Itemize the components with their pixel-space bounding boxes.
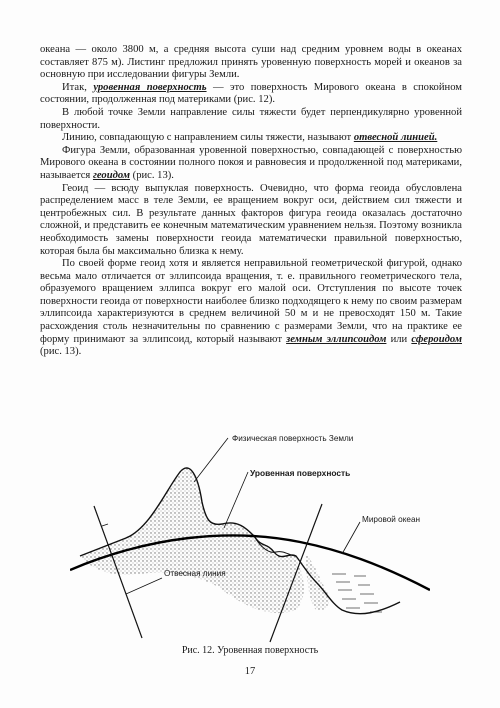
label-world-ocean: Мировой океан — [362, 515, 421, 524]
paragraph-3 — [40, 107, 462, 132]
plumb-line-left-tick — [102, 524, 108, 526]
paragraph-7-text-mid: или — [386, 333, 412, 345]
term-spheroid: сфероидом — [411, 333, 462, 345]
paragraph-7-text-b: (рис. 13). — [40, 346, 82, 358]
paragraph-2-text-b: — это поверхность Мирового океана в спокойном состоянии, продолженная под материками (рис. 12). — [40, 81, 462, 106]
paragraph-7 — [40, 258, 462, 359]
land-mass-shading — [80, 468, 304, 613]
land-right-shading — [306, 554, 329, 610]
paragraph-7-text-a: По своей форме геоид хотя и является неправильной геометрической фигурой, однако весьма мало отличается от эллипсоида вращения, т. е. правильного геометрического тела, образуемого вращением эллипса вокруг его малой оси. Отступления по высоте точек поверхности геоида от поверхности наиболее близко подходящего к нему по своим размерам эллипсоида характеризуются в среднем величиной 50 м и не превосходят 150 м. Такие расхождения столь незначительны по сравнению с размерами Земли, что на практике ее форму принимают за эллипсоид, который называют — [40, 258, 462, 345]
label-plumb-line: Отвесная линия — [164, 569, 226, 578]
paragraph-5-text-a: Фигура Земли, образованная уровенной поверхностью, совпадающей с поверхностью Мирового океана в состоянии полного покоя и равновесия и продолженной под материками, называется — [40, 144, 462, 181]
paragraph-2-text-a: Итак, — [62, 81, 94, 93]
term-geoid: геоидом — [92, 169, 131, 181]
term-plumb-line: отвесной линией. — [353, 132, 438, 144]
level-surface-figure — [70, 424, 430, 650]
paragraph-5 — [40, 145, 462, 183]
leader-ocean — [342, 522, 360, 554]
figure-caption: Рис. 12. Уровенная поверхность — [181, 645, 319, 656]
term-level-surface: уровенная поверхность — [93, 81, 207, 93]
leader-plumb — [126, 578, 162, 594]
term-earth-ellipsoid: земным эллипсоидом — [286, 333, 387, 345]
leader-physical — [194, 438, 228, 482]
paragraph-3-text: В любой точке Земли направление силы тяжести будет перпендикулярно уровенной поверхности. — [40, 106, 462, 131]
label-level-surface: Уровенная поверхность — [250, 468, 351, 478]
label-physical-surface: Физическая поверхность Земли — [232, 434, 354, 443]
paragraph-1 — [40, 44, 462, 82]
paragraph-4 — [40, 132, 462, 145]
paragraph-1-text: океана — около 3800 м, а средняя высота суши над средним уровнем воды в океанах составляет 875 м). Листинг предложил принять уровенную поверхность морей и океанов за основную при исследовании фигуры Земли. — [40, 44, 462, 81]
paragraph-2 — [40, 82, 462, 107]
leader-level — [224, 472, 248, 528]
paragraph-4-text: Линию, совпадающую с направлением силы тяжести, называют — [62, 132, 354, 144]
ocean-hatching — [332, 574, 382, 612]
paragraph-5-text-b: (рис. 13). — [130, 169, 174, 181]
body-text — [40, 44, 462, 359]
paragraph-6-text: Геоид — всюду выпуклая поверхность. Очевидно, что форма геоида обусловлена распределением масс в теле Земли, ее вращением вокруг оси, действием сил тяжести и центробежных сил. В результате данных факторов фигура геоида оказалась достаточно сложной, и представить ее конечным математическим уравнением нельзя. Поэтому возникла необходимость замены поверхности геоида математически правильной поверхностью, которая была бы максимально близка к нему. — [40, 182, 462, 257]
page-number: 17 — [244, 666, 256, 677]
paragraph-6 — [40, 183, 462, 259]
